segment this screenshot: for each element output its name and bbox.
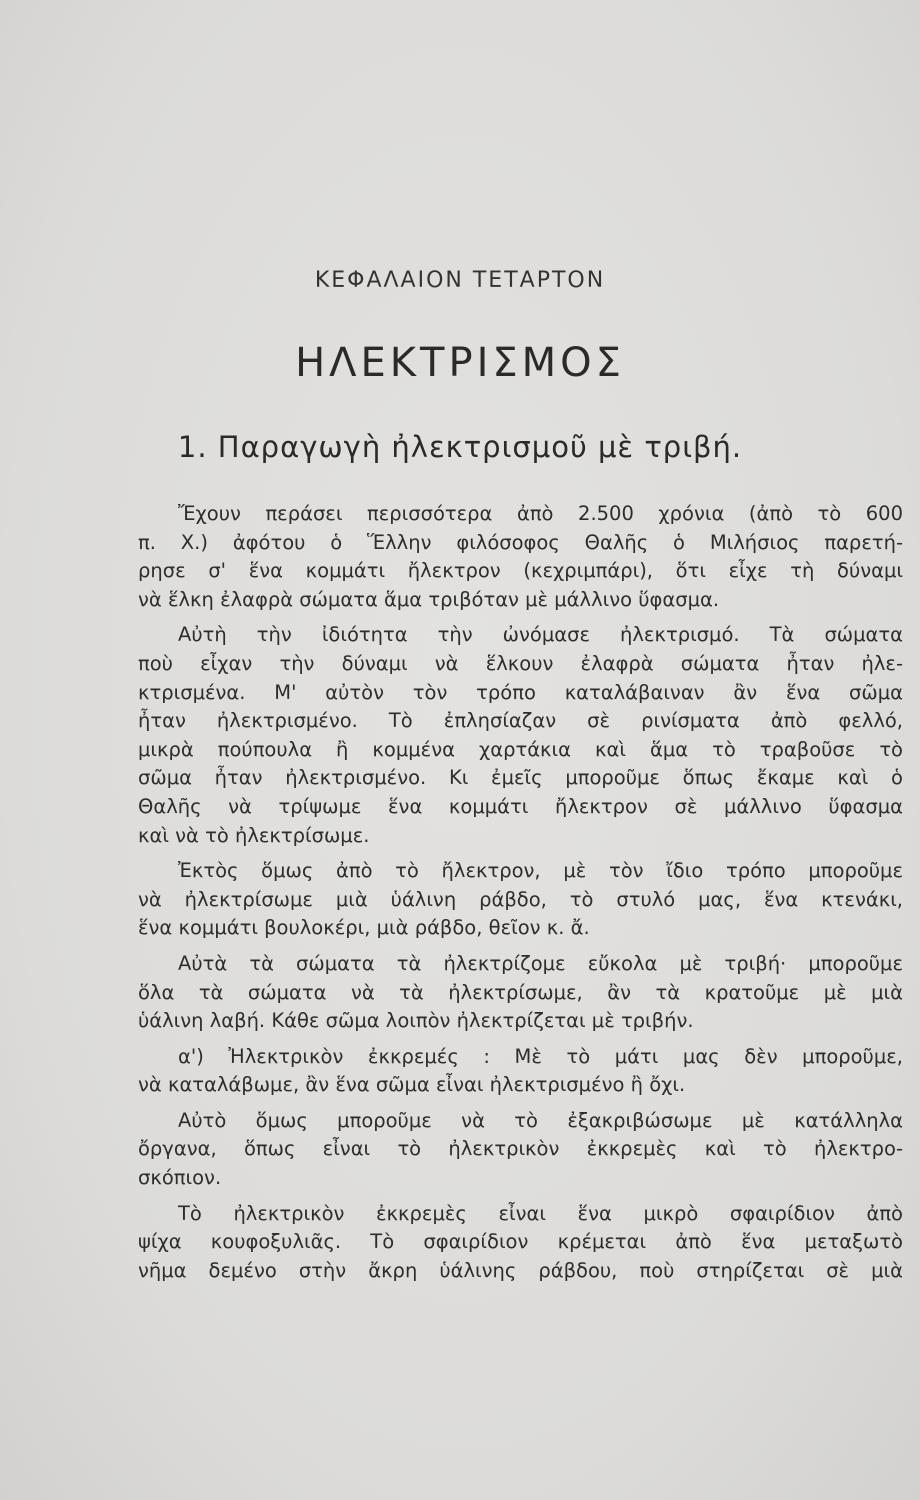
- text-line: μικρὰ πούπουλα ἢ κομμένα χαρτάκια καὶ ἅμα τὸ τραβοῦσε τὸ: [138, 737, 903, 761]
- text-line: νὰ ἠλεκτρίσωμε μιὰ ὑάλινη ράβδο, τὸ στυλό μας, ἕνα κτενάκι,: [138, 887, 903, 911]
- text-line: ἦταν ἠλεκτρισμένο. Τὸ ἐπλησίαζαν σὲ ρινίσματα ἀπὸ φελλό,: [138, 709, 903, 733]
- text-line: νὰ ἕλκη ἐλαφρὰ σώματα ἅμα τριβόταν μὲ μάλλινο ὕφασμα.: [138, 587, 720, 611]
- text-line: ὄργανα, ὅπως εἶναι τὸ ἠλεκτρικὸν ἐκκρεμὲς καὶ τὸ ἠλεκτρο-: [138, 1137, 903, 1161]
- text-line: ψίχα κουφοξυλιᾶς. Τὸ σφαιρίδιον κρέμεται ἀπὸ ἕνα μεταξωτὸ: [138, 1230, 903, 1254]
- page-title: ΗΛΕΚΤΡΙΣΜΟΣ: [295, 340, 625, 386]
- text-line: Αὐτὸ ὅμως μποροῦμε νὰ τὸ ἐξακριβώσωμε μὲ κατάλληλα: [178, 1108, 903, 1132]
- text-line: νὰ καταλάβωμε, ἂν ἕνα σῶμα εἶναι ἠλεκτρισμένο ἢ ὄχι.: [138, 1073, 686, 1097]
- text-line: ποὺ εἶχαν τὴν δύναμι νὰ ἕλκουν ἐλαφρὰ σώματα ἦταν ἠλε-: [138, 651, 903, 675]
- section-heading: 1. Παραγωγὴ ἠλεκτρισμοῦ μὲ τριβή.: [177, 430, 743, 464]
- text-line: ρησε σ' ἕνα κομμάτι ἤλεκτρον (κεχριμπάρι), ὅτι εἶχε τὴ δύναμι: [138, 559, 903, 583]
- chapter-heading: ΚΕΦΑΛΑΙΟΝ ΤΕΤΑΡΤΟΝ: [314, 268, 606, 293]
- text-line: ὑάλινη λαβή. Κάθε σῶμα λοιπὸν ἠλεκτρίζεται μὲ τριβήν.: [138, 1009, 694, 1033]
- text-line: ὅλα τὰ σώματα νὰ τὰ ἠλεκτρίσωμε, ἂν τὰ κρατοῦμε μὲ μιὰ: [138, 980, 903, 1004]
- text-line: Τὸ ἠλεκτρικὸν ἐκκρεμὲς εἶναι ἕνα μικρὸ σφαιρίδιον ἀπὸ: [178, 1201, 903, 1225]
- text-line: Αὐτὰ τὰ σώματα τὰ ἠλεκτρίζομε εὔκολα μὲ τριβή· μποροῦμε: [178, 951, 903, 975]
- text-line: σκόπιον.: [138, 1166, 222, 1190]
- text-line: π. Χ.) ἀφότου ὁ Ἕλλην φιλόσοφος Θαλῆς ὁ Μιλήσιος παρετή-: [138, 530, 903, 554]
- text-line: καὶ νὰ τὸ ἠλεκτρίσωμε.: [138, 823, 370, 847]
- text-line: α') Ἠλεκτρικὸν ἐκκρεμές : Μὲ τὸ μάτι μας δὲν μποροῦμε,: [178, 1044, 903, 1068]
- text-line: Θαλῆς νὰ τρίψωμε ἕνα κομμάτι ἤλεκτρον σὲ μάλλινο ὕφασμα: [138, 794, 903, 818]
- body-text: [138, 500, 903, 1285]
- text-line: Αὐτὴ τὴν ἰδιότητα τὴν ὠνόμασε ἠλεκτρισμό. Τὰ σώματα: [178, 623, 903, 647]
- text-line: Ἐκτὸς ὅμως ἀπὸ τὸ ἤλεκτρον, μὲ τὸν ἴδιο τρόπο μποροῦμε: [178, 859, 903, 883]
- text-line: Ἔχουν περάσει περισσότερα ἀπὸ 2.500 χρόνια (ἀπὸ τὸ 600: [178, 502, 903, 525]
- text-line: κτρισμένα. Μ' αὐτὸν τὸν τρόπο καταλάβαιναν ἂν ἕνα σῶμα: [138, 680, 903, 704]
- text-line: ἕνα κομμάτι βουλοκέρι, μιὰ ράβδο, θεῖον κ. ἄ.: [138, 916, 590, 940]
- text-line: νῆμα δεμένο στὴν ἄκρη ὑάλινης ράβδου, ποὺ στηρίζεται σὲ μιὰ: [138, 1258, 903, 1282]
- text-line: σῶμα ἦταν ἠλεκτρισμένο. Κι ἐμεῖς μποροῦμε ὅπως ἔκαμε καὶ ὁ: [138, 766, 903, 790]
